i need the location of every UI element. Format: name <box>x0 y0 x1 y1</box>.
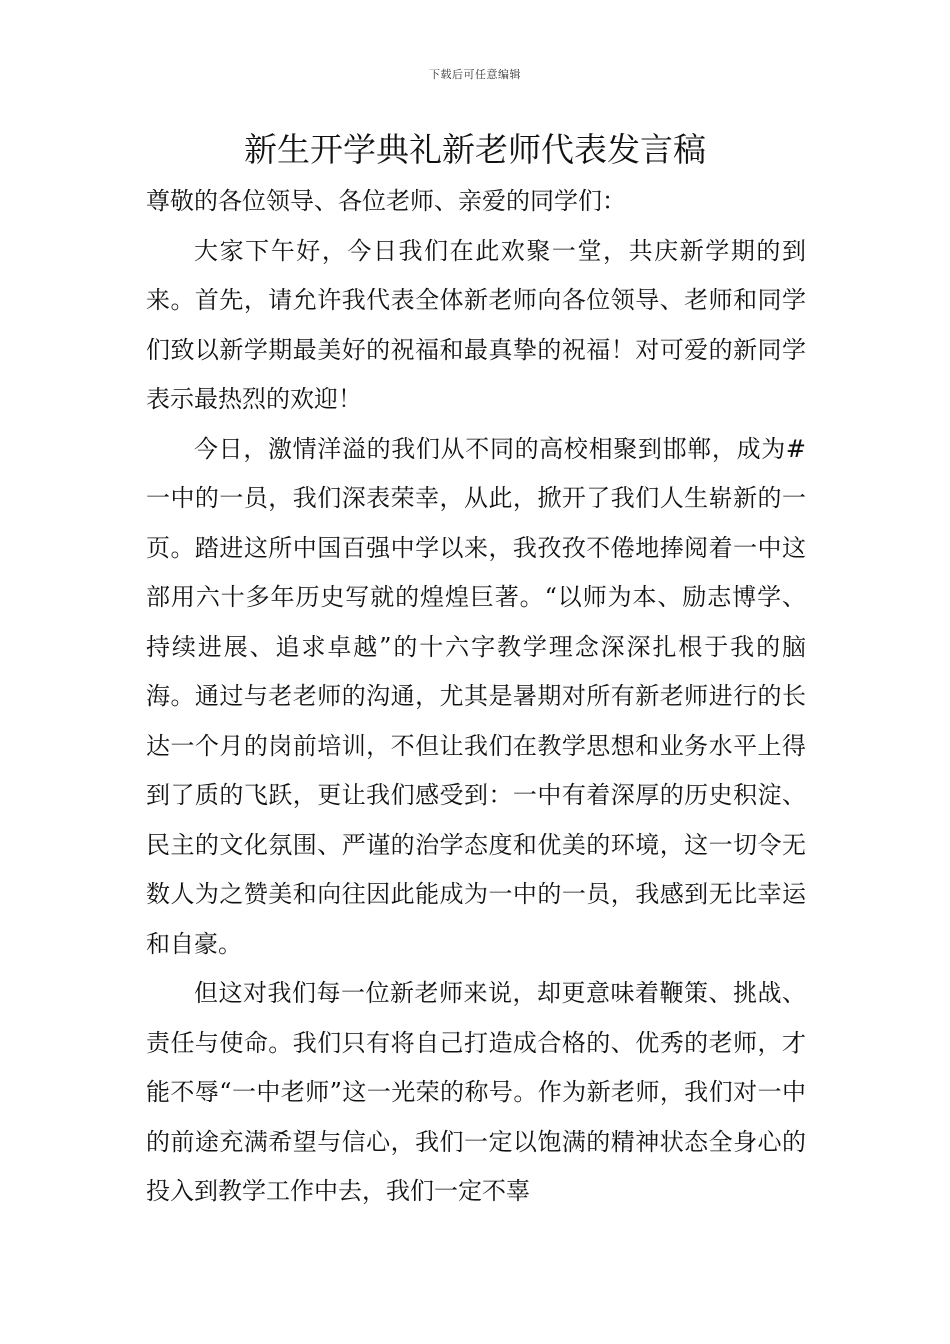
page-header-note: 下载后可任意编辑 <box>429 68 521 81</box>
document-title: 新生开学典礼新老师代表发言稿 <box>244 130 706 169</box>
salutation: 尊敬的各位领导、各位老师、亲爱的同学们： <box>146 187 626 215</box>
paragraph-commitment: 但这对我们每一位新老师来说，却更意味着鞭策、挑战、责任与使命。我们只有将自己打造成合格的、优秀的老师，才能不辱“一中老师”这一光荣的称号。作为新老师，我们对一中的前途充满希望与信心，我们一定以饱满的精神状态全身心的投入到教学工作中去，我们一定不辜 <box>146 979 806 1205</box>
paragraph-opening: 大家下午好，今日我们在此欢聚一堂，共庆新学期的到来。首先，请允许我代表全体新老师向各位领导、老师和同学们致以新学期最美好的祝福和最真挚的祝福！对可爱的新同学表示最热烈的欢迎！ <box>146 236 806 413</box>
paragraph-impressions: 今日，激情洋溢的我们从不同的高校相聚到邯郸，成为#一中的一员，我们深表荣幸，从此，掀开了我们人生崭新的一页。踏进这所中国百强中学以来，我孜孜不倦地捧阅着一中这部用六十多年历史写就的煌煌巨著。“以师为本、励志博学、持续进展、追求卓越”的十六字教学理念深深扎根于我的脑海。通过与老老师的沟通，尤其是暑期对所有新老师进行的长达一个月的岗前培训，不但让我们在教学思想和业务水平上得到了质的飞跃，更让我们感受到：一中有着深厚的历史积淀、民主的文化氛围、严谨的治学态度和优美的环境，这一切令无数人为之赞美和向往因此能成为一中的一员，我感到无比幸运和自豪。 <box>146 434 806 958</box>
document-body <box>146 177 806 1217</box>
